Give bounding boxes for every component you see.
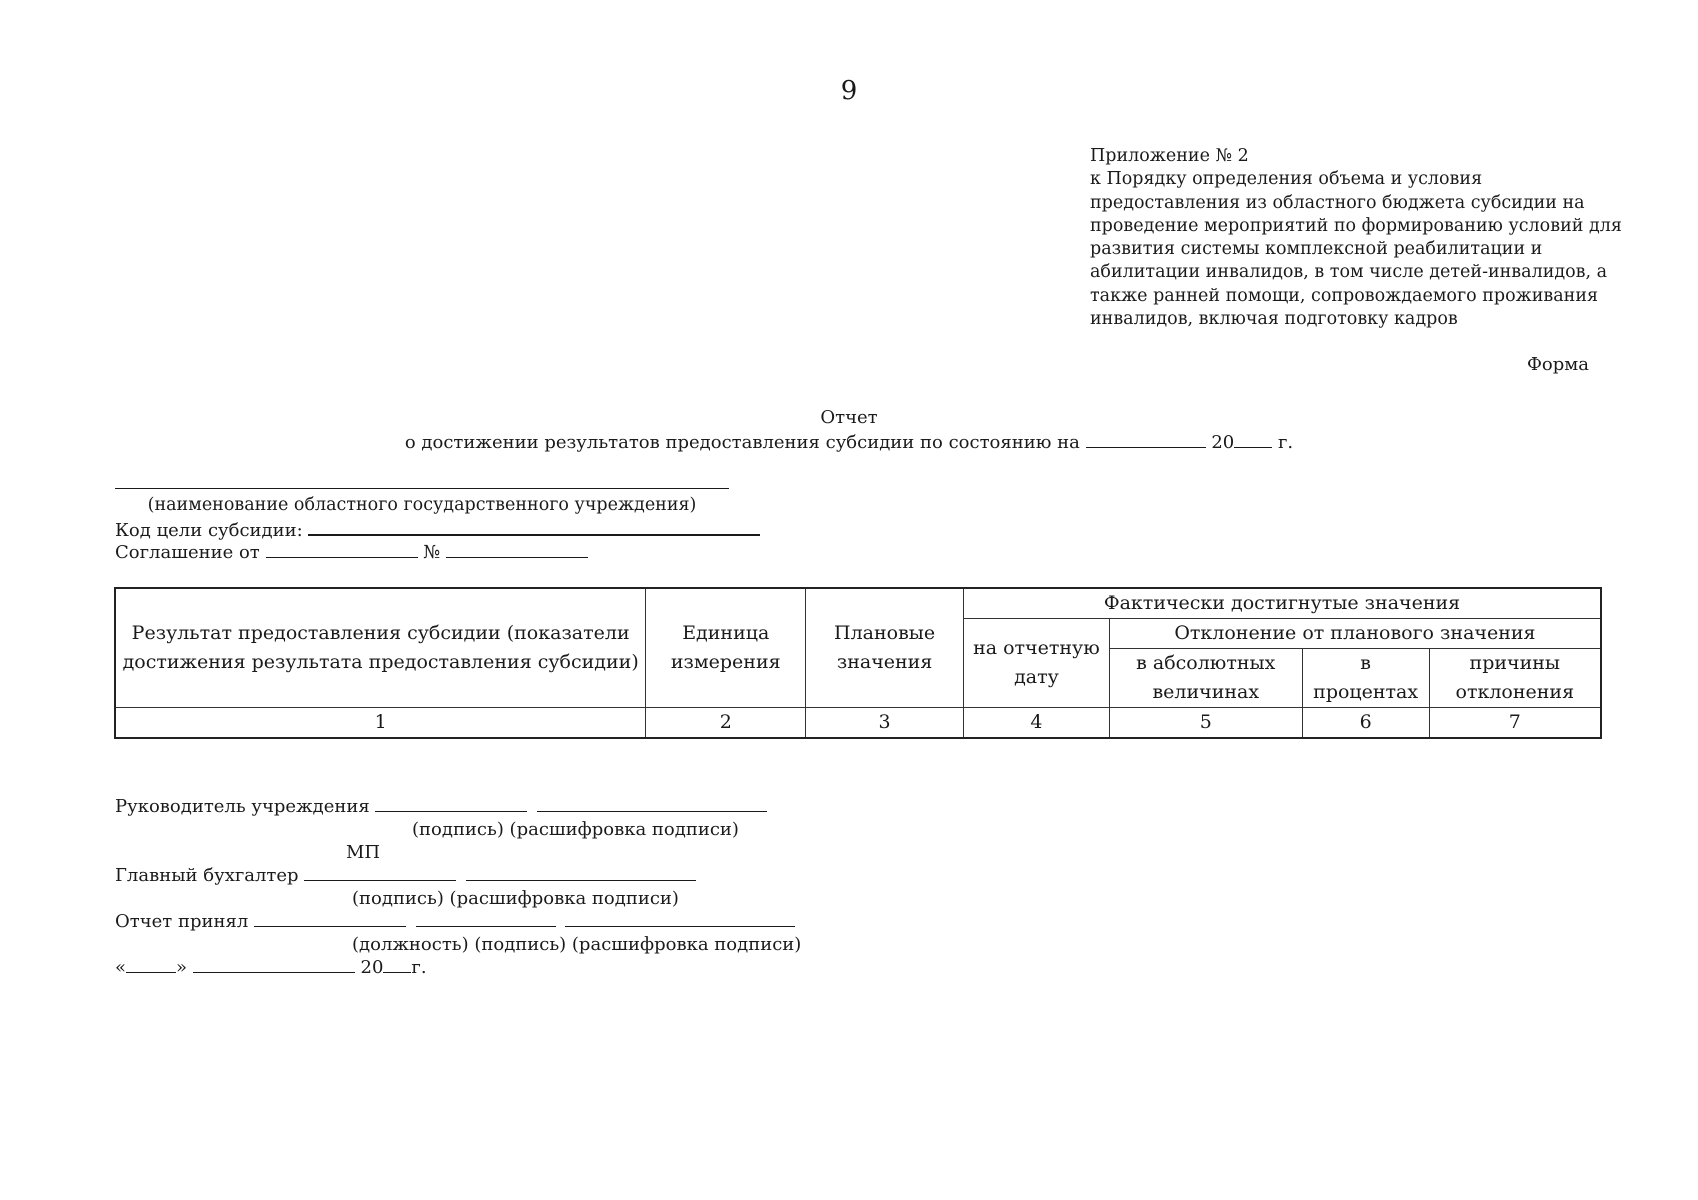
- day-blank[interactable]: [126, 956, 176, 973]
- appendix-block: [1090, 145, 1622, 331]
- head-caption: (подпись) (расшифровка подписи): [412, 819, 739, 840]
- agreement-date-blank[interactable]: [266, 541, 418, 558]
- date-year-blank[interactable]: [383, 956, 411, 973]
- accepted-label: Отчет принял: [115, 911, 249, 932]
- subsidy-code-label: Код цели субсидии:: [115, 520, 303, 541]
- subtitle-suffix: г.: [1277, 432, 1294, 453]
- column-number: 5: [1109, 708, 1302, 739]
- accepted-position-blank[interactable]: [254, 910, 406, 927]
- seal-label: МП: [346, 842, 381, 863]
- accepted-caption: (должность) (подпись) (расшифровка подписи): [352, 934, 802, 955]
- agreement-number-blank[interactable]: [446, 541, 588, 558]
- agreement-row: [115, 541, 588, 564]
- col-planned-header: Плановые значения: [806, 588, 964, 708]
- appendix-line: развития системы комплексной реабилитации и: [1090, 239, 1543, 260]
- accountant-signature-blank[interactable]: [304, 864, 456, 881]
- subtitle-year: 20: [1211, 432, 1235, 453]
- column-number: 6: [1302, 708, 1429, 739]
- appendix-line: к Порядку определения объема и условия: [1090, 169, 1483, 190]
- date-row: [115, 956, 427, 979]
- org-name-blank[interactable]: [115, 488, 729, 489]
- col-reporting-date-header: на отчетную дату: [964, 619, 1110, 708]
- date-open-quote: «: [115, 957, 127, 978]
- agreement-number-label: №: [423, 542, 441, 563]
- head-signature-row: [115, 795, 767, 818]
- report-title: Отчет: [820, 407, 878, 428]
- appendix-line: также ранней помощи, сопровождаемого проживания: [1090, 285, 1599, 306]
- deviation-group-header: Отклонение от планового значения: [1109, 619, 1601, 649]
- accountant-label: Главный бухгалтер: [115, 865, 299, 886]
- col-percent-header: в процентах: [1302, 649, 1429, 708]
- accepted-signature-row: [115, 910, 795, 933]
- subsidy-code-blank[interactable]: [308, 518, 760, 536]
- subtitle-text: о достижении результатов предоставления субсидии по состоянию на: [404, 432, 1080, 453]
- column-number: 2: [646, 708, 806, 739]
- year-blank[interactable]: [1234, 431, 1272, 448]
- date-year: 20: [360, 957, 384, 978]
- month-blank[interactable]: [193, 956, 355, 973]
- appendix-line: предоставления из областного бюджета субсидии на: [1090, 192, 1585, 213]
- col-result-header: Результат предоставления субсидии (показатели достижения результата предоставления субсидии): [115, 588, 646, 708]
- col-absolute-header: в абсолютных величинах: [1109, 649, 1302, 708]
- col-reasons-header: причины отклонения: [1429, 649, 1601, 708]
- appendix-line: проведение мероприятий по формированию условий для: [1090, 215, 1622, 236]
- date-suffix: г.: [411, 957, 427, 978]
- date-blank[interactable]: [1086, 431, 1206, 448]
- accountant-caption: (подпись) (расшифровка подписи): [352, 888, 679, 909]
- accountant-signature-row: [115, 864, 696, 887]
- date-close-quote: »: [176, 957, 188, 978]
- column-number: 3: [806, 708, 964, 739]
- head-name-blank[interactable]: [537, 795, 767, 812]
- column-number: 1: [115, 708, 646, 739]
- report-subtitle: [0, 431, 1698, 455]
- col-unit-header: Единица измерения: [646, 588, 806, 708]
- report-table: [114, 587, 1602, 739]
- subsidy-code-row: [115, 518, 760, 542]
- agreement-label: Соглашение от: [115, 542, 260, 563]
- form-label: Форма: [1526, 354, 1589, 375]
- appendix-line: инвалидов, включая подготовку кадров: [1090, 309, 1458, 330]
- column-number: 4: [964, 708, 1110, 739]
- column-number: 7: [1429, 708, 1601, 739]
- page-number: 9: [840, 76, 858, 106]
- appendix-line: абилитации инвалидов, в том числе детей-инвалидов, а: [1090, 262, 1608, 283]
- org-name-caption: (наименование областного государственного учреждения): [147, 495, 697, 515]
- accepted-signature-blank[interactable]: [416, 910, 556, 927]
- actual-values-group-header: Фактически достигнутые значения: [964, 588, 1602, 619]
- accountant-name-blank[interactable]: [466, 864, 696, 881]
- head-label: Руководитель учреждения: [115, 796, 370, 817]
- appendix-line: Приложение № 2: [1090, 146, 1249, 166]
- head-signature-blank[interactable]: [375, 795, 527, 812]
- accepted-name-blank[interactable]: [565, 910, 795, 927]
